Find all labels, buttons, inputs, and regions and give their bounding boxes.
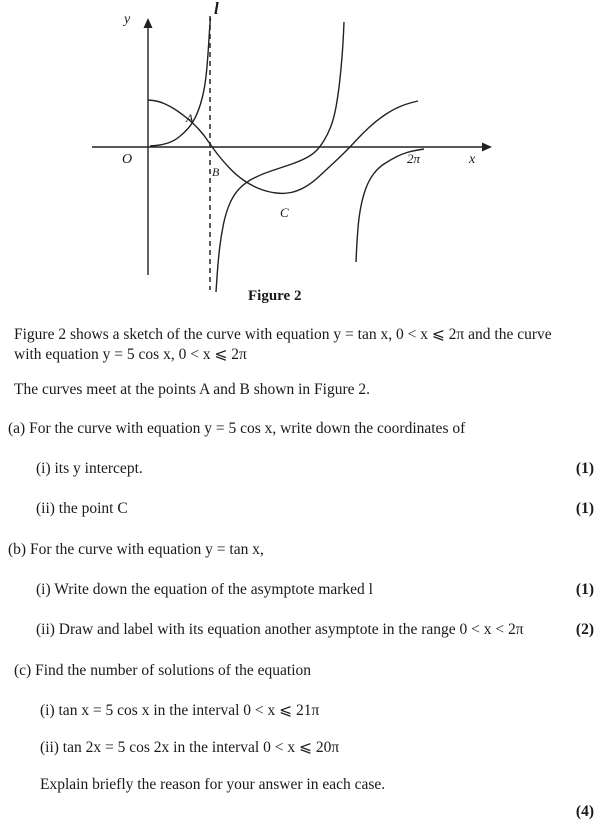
part-a-ii-mark: (1) xyxy=(575,500,594,517)
y-axis-label: y xyxy=(124,12,131,27)
figure-2-graph xyxy=(0,0,608,310)
part-c-explain: Explain briefly the reason for your answer in each case. xyxy=(40,776,386,793)
tan-curve-branch-1 xyxy=(150,18,211,146)
intro-line-2: with equation y = 5 cos x, 0 < x ⩽ 2π xyxy=(14,346,247,363)
point-b-label: B xyxy=(212,165,220,179)
part-b-stem: (b) For the curve with equation y = tan x, xyxy=(8,541,264,558)
y-axis-arrow xyxy=(144,18,153,28)
tick-2pi-label: 2π xyxy=(407,151,421,166)
part-b-i-mark: (1) xyxy=(575,581,594,598)
figure-caption: Figure 2 xyxy=(248,288,302,304)
part-a-stem: (a) For the curve with equation y = 5 cos x, write down the coordinates of xyxy=(8,420,466,437)
intro-line-1: Figure 2 shows a sketch of the curve with equation y = tan x, 0 < x ⩽ 2π and the curve xyxy=(14,326,552,343)
part-a-ii: (ii) the point C xyxy=(36,500,128,517)
intro-line-3: The curves meet at the points A and B shown in Figure 2. xyxy=(14,381,371,398)
origin-label: O xyxy=(122,152,133,167)
tan-curve-branch-2 xyxy=(216,22,344,292)
part-c-i: (i) tan x = 5 cos x in the interval 0 < x ⩽ 21π xyxy=(40,702,320,719)
part-c-ii: (ii) tan 2x = 5 cos 2x in the interval 0 < x ⩽ 20π xyxy=(40,739,340,756)
part-a-i: (i) its y intercept. xyxy=(36,460,143,477)
part-c-mark: (4) xyxy=(575,803,594,820)
part-b-ii-mark: (2) xyxy=(575,621,594,638)
part-a-i-mark: (1) xyxy=(575,460,594,477)
x-axis-arrow xyxy=(482,143,492,152)
point-c-label: C xyxy=(280,205,289,220)
point-a-label: A xyxy=(186,111,194,125)
asymptote-l-label: l xyxy=(214,0,219,18)
part-c-stem: (c) Find the number of solutions of the equation xyxy=(14,662,312,679)
x-axis-label: x xyxy=(469,152,476,167)
part-b-ii: (ii) Draw and label with its equation another asymptote in the range 0 < x < 2π xyxy=(36,621,524,638)
part-b-i: (i) Write down the equation of the asymptote marked l xyxy=(36,581,373,598)
